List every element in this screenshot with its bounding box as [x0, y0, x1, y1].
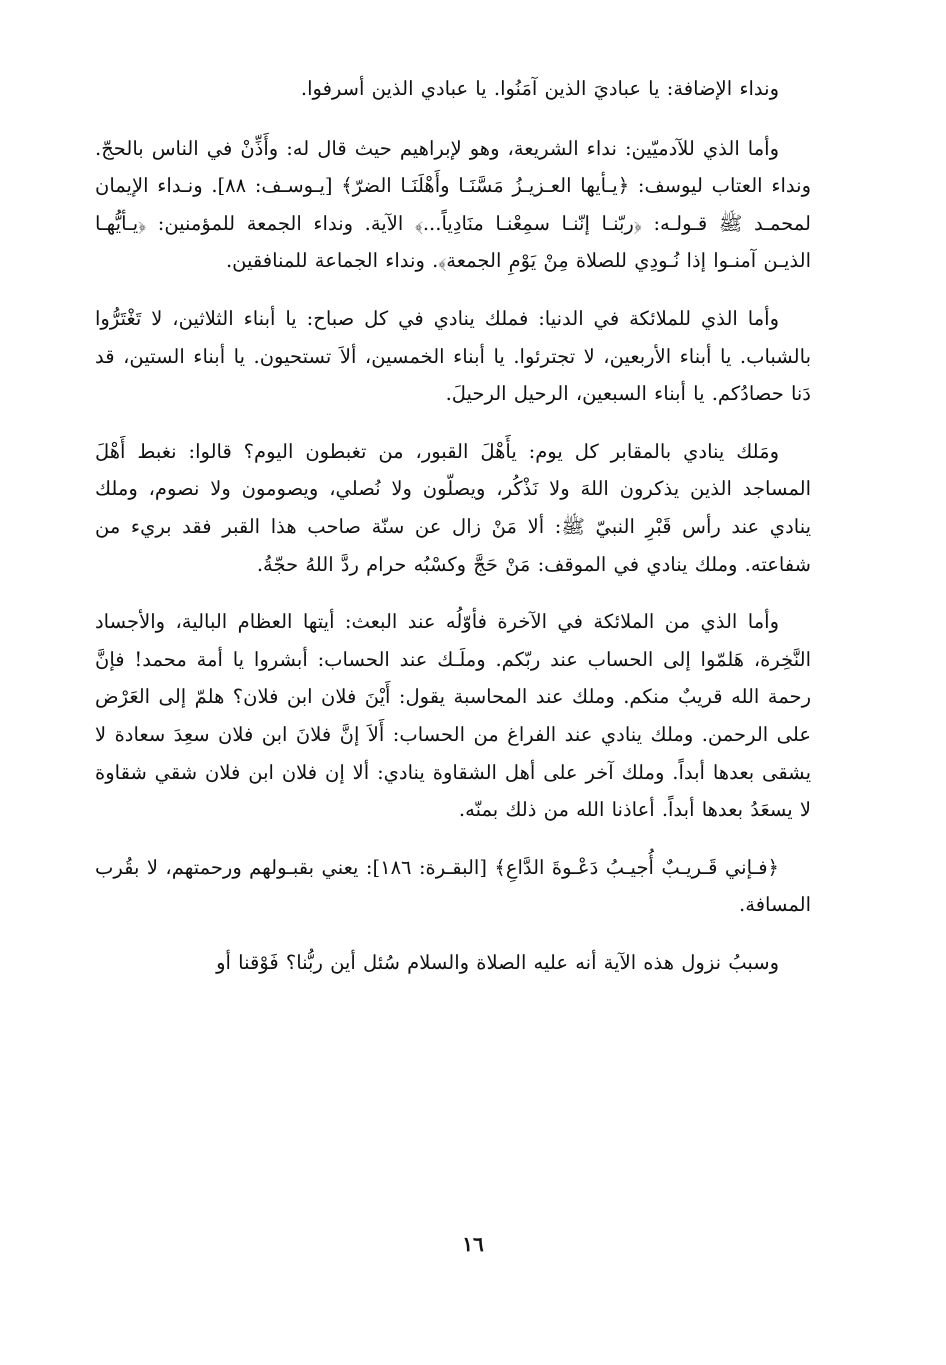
paragraph-4: ومَلك ينادي بالمقابر كل يوم: يأَهْلَ القبور، من تغبطون اليوم؟ قالوا: نغبط أَهْلَ المساجد الذين يذكرون اللهَ ولا نَذْكُر، ويصلّون ولا نُصلي، ويصومون ولا نصوم، وملك ينادي عند رأس قَبْرِ النبيّ ﷺ: ألا مَنْ زال عن سنّة صاحب هذا القبر فقد بريء من شفاعته. وملك ينادي في الموقف: مَنْ حَجَّ وكسْبُه حرام ردَّ اللهُ حجّةُ. [95, 439, 811, 576]
paragraph-5: وأما الذي من الملائكة في الآخرة فأوّلُه عند البعث: أيتها العظام البالية، والأجساد النَّخِرة، هَلمّوا إلى الحساب عند ربّكم. وملَـك عند الحساب: أبشروا يا أمة محمد! فإنَّ رحمة الله قريبٌ منكم. وملك عند المحاسبة يقول: أَيْنَ فلان ابن فلان؟ هلمّ إلى العَرْض على الرحمن. وملك ينادي عند الفراغ من الحساب: أَلاَ إنَّ فلانَ ابن فلان سعِدَ سعادة لا يشقى بعدها أبداً. وملك آخر على أهل الشقاوة ينادي: ألا إن فلان ابن فلان شقي شقاوة لا يسعَدُ بعدها أبداً. أعاذنا الله من ذلك بمنّه. [95, 610, 811, 822]
page-number: ١٦ [462, 1232, 484, 1256]
paragraph-1: ونداء الإضافة: يا عباديَ الذين آمَنُوا. يا عبادي الذين أسرفوا. [300, 77, 779, 100]
paragraph-6: ﴿فـإني قَـريـبٌ أُجيـبُ دَعْـوةَ الدَّاعِ﴾ [البقـرة: ١٨٦]: يعني بقبـولهم ورحمتهم، لا بقُرب المسافة. [95, 855, 811, 917]
paragraph-2: وأما الذي للآدميّين: نداء الشريعة، وهو لإبراهيم حيث قال له: وأَذِّنْ في الناس بالحجّ. ونداء العتاب ليوسف: ﴿يـأيها العـزيـزُ مَسَّنَـا وأَهْلَنَـا الضرّ﴾ [يـوسـف: ٨٨]. ونـداء الإيمان لمحمـد ﷺ قـولـه: ﴿ربّنـا إنّنـا سمِعْنـا منَادِياً...﴾ الآية. ونداء الجمعة للمؤمنين: ﴿يـأيُّهـا الذيـن آمنـوا إذا نُـودِي للصلاة مِنْ يَوْمِ الجمعة﴾. ونداء الجماعة للمنافقين. [95, 136, 811, 273]
paragraph-7: وسببُ نزول هذه الآية أنه عليه الصلاة والسلام سُئل أين ربُّنا؟ فَوْقنا أو [216, 950, 779, 974]
page-body [95, 70, 811, 1001]
paragraph-3: وأما الذي للملائكة في الدنيا: فملك ينادي في كل صباح: يا أبناء الثلاثين، لا تَغْتَرُّوا بالشباب. يا أبناء الأربعين، لا تجترئوا. يا أبناء الخمسين، ألاَ تستحيون. يا أبناء الستين، قد دَنا حصادُكم. يا أبناء السبعين، الرحيل الرحيلَ. [95, 306, 811, 406]
